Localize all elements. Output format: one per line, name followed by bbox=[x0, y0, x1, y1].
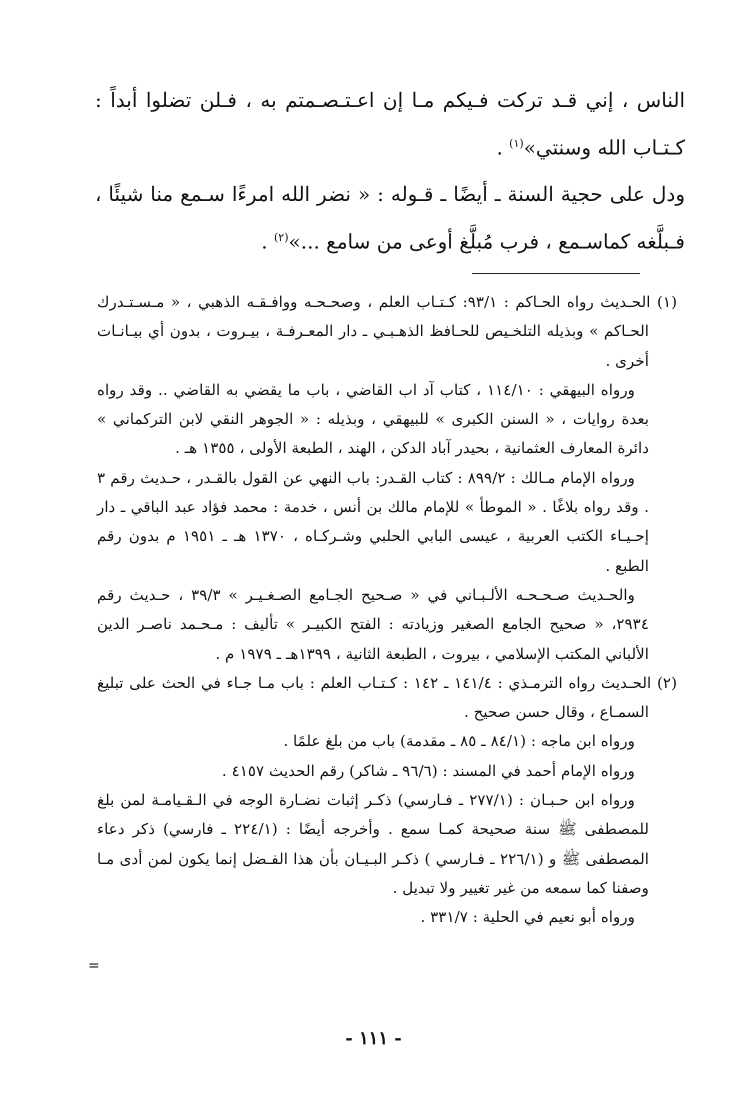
footnote-label: (٢) bbox=[656, 673, 677, 692]
margin-mark: = bbox=[88, 958, 100, 974]
footnote-ref: (٢) bbox=[274, 230, 289, 244]
footnote-paragraph: ورواه ابن حـبـان : (٢٧٧/١ ـ فـارسي) ذكـر إثبات نضـارة الوجه في الـقـيامـة لمن بلغ للمصطفى ﷺ سنة صحيحة كمـا سمع . وأخرجه أيضًا : (٢٢٤/١ ـ فارسي) ذكر دعاء المصطفى ﷺ و (٢٢٦/١ ـ فـارسي ) ذكـر البـيـان بأن هذا الفـضل إنما يكون لمن أدى مـا وصفنا كما سمعه من غير تغيير ولا تبديل . bbox=[97, 791, 649, 897]
page-number: - ١١١ - bbox=[345, 1028, 402, 1049]
footnote-paragraph: ورواه البيهقي : ١١٤/١٠ ، كتاب آد اب القاضي ، باب ما يقضي به القاضي .. وقد رواه بعدة روايات ، « السنن الكبرى » للبيهقي ، وبذيله : « الجوهر النقي لابن التركماني » دائرة المعارف العثمانية ، بحيدر آباد الدكن ، الهند ، الطبعة الأولى ، ١٣٥٥ هـ . bbox=[97, 380, 649, 458]
footnote-paragraph: ورواه ابن ماجه : (٨٤/١ ـ ٨٥ ـ مقدمة) باب من بلغ علمًا . bbox=[283, 732, 635, 751]
footnote-label: (١) bbox=[656, 293, 677, 311]
footnote-2 bbox=[97, 669, 677, 728]
footnote-text: الحـديث رواه الحـاكم : ٩٣/١: كـتـاب العلم ، وصحـحـه ووافـقـه الذهبي ، « مـسـتـدرك الحـاكم » وبذيله التلخـيص للحـافظ الذهـبـي ـ دار المعـرفـة ، بيـروت ، بدون أي بيـانـات أخرى . bbox=[97, 293, 651, 370]
main-paragraph bbox=[95, 78, 685, 170]
footnote-paragraph: ورواه الإمام مـالك : ٨٩٩/٢ : كتاب القـدر: باب النهي عن القول بالقـدر ، حـديث رقم ٣ . وقد رواه بلاغًا . « الموطأ » للإمام مالك بن أنس ، خدمة : محمد فؤاد عبد الباقي ـ دار إحـيـاء الكتب العربية ، عيسى البابي الحلبي وشـركـاه ، ١٣٧٠ هـ ـ ١٩٥١ م بدون رقم الطبع . bbox=[97, 468, 649, 575]
main-paragraph-text: ودل على حجية السنة ـ أيضًا ـ قـوله : « نضر الله امرءًا سـمع منا شيئًا ، فـبلَّغه كماسـمع ، فرب مُبلَّغ أوعى من سامع ...» bbox=[95, 181, 685, 254]
footnote-1 bbox=[97, 288, 677, 376]
footnote-text: الحـديث رواه الترمـذي : ١٤١/٤ ـ ١٤٢ : كـتـاب العلم : باب مـا جـاء في الحث على تبليغ السمـاع ، وقال حسن صحيح . bbox=[97, 673, 652, 722]
paragraph-end: . bbox=[496, 135, 510, 160]
main-paragraph-text: الناس ، إني قـد تركت فـيكم مـا إن اعـتـصـمتم به ، فـلن تضلوا أبداً : كـتـاب الله وسنتي» bbox=[95, 88, 685, 160]
paragraph-end: . bbox=[261, 229, 274, 254]
footnote-ref: (١) bbox=[509, 137, 524, 150]
footnote-paragraph: والحـديث صـحـحـه الألـبـاني في « صـحيح الجـامع الصـغـيـر » ٣٩/٣ ، حـديث رقم ٢٩٣٤، « صحيح الجامع الصغير وزيادته : الفتح الكبيـر » تأليف : مـحـمد ناصـر الدين الألباني المكتب الإسلامي ، بيروت ، الطبعة الثانية ، ١٣٩٩هـ ـ ١٩٧٩ م . bbox=[97, 585, 649, 663]
main-paragraph bbox=[95, 172, 685, 264]
footnotes bbox=[97, 288, 677, 933]
main-text bbox=[95, 78, 685, 263]
footnote-separator bbox=[472, 273, 640, 274]
footnote-paragraph: ورواه أبو نعيم في الحلية : ٣٣١/٧ . bbox=[420, 908, 635, 927]
footnote-paragraph: ورواه الإمام أحمد في المسند : (٩٦/٦ ـ شاكر) رقم الحديث ٤١٥٧ . bbox=[221, 761, 635, 780]
